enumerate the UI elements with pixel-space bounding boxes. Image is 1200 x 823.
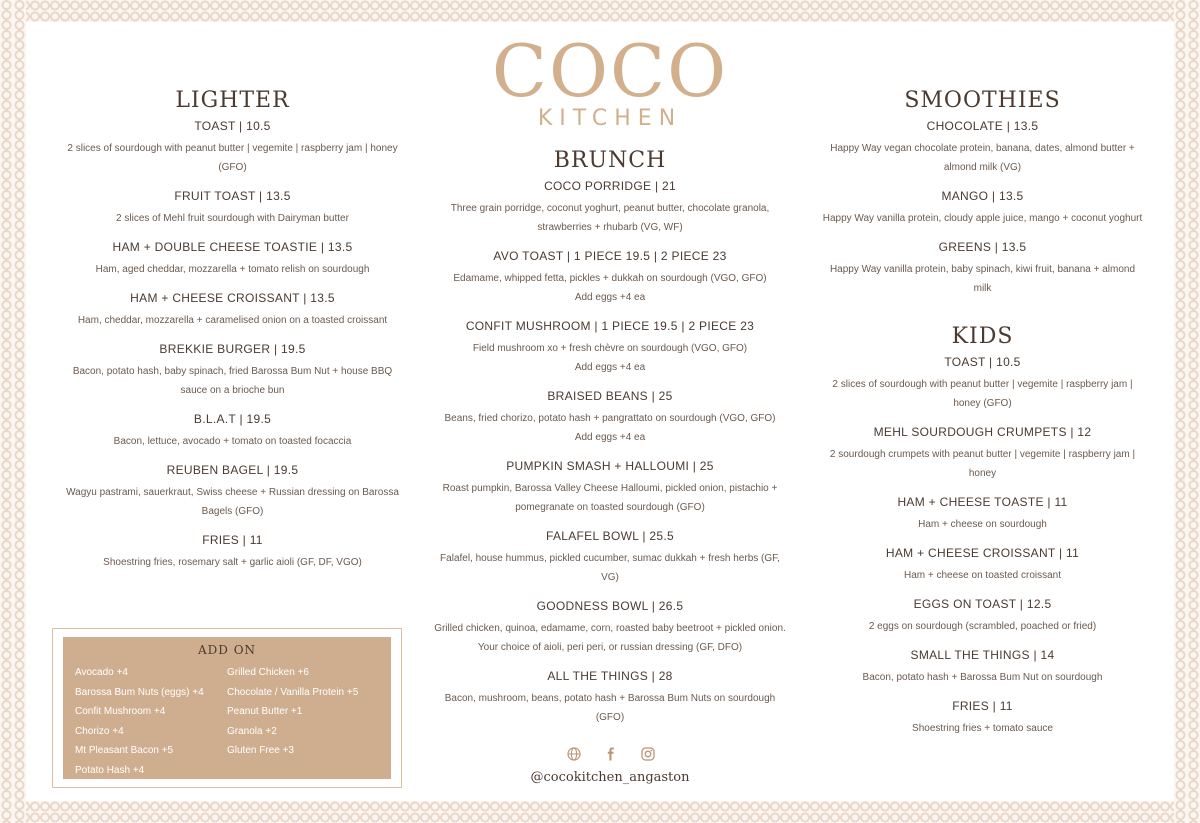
smoothies-section xyxy=(820,88,1145,750)
menu-item-description: Edamame, whipped fetta, pickles + dukkah on sourdough (VGO, GFO) xyxy=(453,273,767,284)
menu-item xyxy=(820,495,1145,534)
menu-item xyxy=(430,599,790,657)
menu-item-description: 2 slices of Mehl fruit sourdough with Dairyman butter xyxy=(116,213,349,224)
instagram-icon[interactable] xyxy=(640,747,656,763)
menu-item xyxy=(820,355,1145,413)
facebook-icon[interactable] xyxy=(603,747,619,763)
decorative-border-bottom xyxy=(0,801,1200,823)
menu-item-description: Roast pumpkin, Barossa Valley Cheese Halloumi, pickled onion, pistachio + pomegranate on toasted sourdough (GFO) xyxy=(442,483,778,513)
menu-item-name: FRUIT TOAST | 13.5 xyxy=(174,189,291,203)
menu-item-name: AVO TOAST | 1 PIECE 19.5 | 2 PIECE 23 xyxy=(493,249,727,263)
social-icons xyxy=(566,747,656,763)
menu-item xyxy=(430,389,790,447)
menu-item xyxy=(820,189,1145,228)
menu-item-name: FALAFEL BOWL | 25.5 xyxy=(546,529,674,543)
menu-item-name: COCO PORRIDGE | 21 xyxy=(544,179,676,193)
menu-item-description: 2 eggs on sourdough (scrambled, poached or fried) xyxy=(868,621,1097,632)
menu-item xyxy=(430,179,790,237)
menu-item-name: CHOCOLATE | 13.5 xyxy=(926,119,1039,133)
menu-item xyxy=(430,459,790,517)
menu-item xyxy=(820,597,1145,636)
menu-item xyxy=(430,319,790,377)
menu-item-description: 2 slices of sourdough with peanut butter | vegemite | raspberry jam | honey (GFO) xyxy=(832,379,1133,409)
menu-item xyxy=(430,669,790,727)
menu-item-description: Field mushroom xo + fresh chèvre on sourdough (VGO, GFO) xyxy=(472,343,748,354)
menu-item xyxy=(820,648,1145,687)
menu-item-description: Happy Way vanilla protein, baby spinach, kiwi fruit, banana + almond milk xyxy=(829,264,1136,294)
addon-entry: Gluten Free +3 xyxy=(227,745,294,756)
menu-item-extra: Add eggs +4 ea xyxy=(574,292,646,303)
menu-item-name: EGGS ON TOAST | 12.5 xyxy=(913,597,1052,611)
addon-entry: Potato Hash +4 xyxy=(75,764,145,776)
brunch-section xyxy=(430,148,790,739)
menu-item-name: BREKKIE BURGER | 19.5 xyxy=(159,342,306,356)
menu-item-name: HAM + CHEESE CROISSANT | 13.5 xyxy=(130,291,335,305)
menu-item-description: Shoestring fries + tomato sauce xyxy=(912,723,1053,734)
menu-item-name: REUBEN BAGEL | 19.5 xyxy=(166,463,299,477)
menu-item-name: MEHL SOURDOUGH CRUMPETS | 12 xyxy=(873,425,1092,439)
menu-item-name: SMALL THE THINGS | 14 xyxy=(910,648,1055,662)
menu-item xyxy=(820,699,1145,738)
addon-entry: Peanut Butter +1 xyxy=(227,706,303,717)
addon-entry: Confit Mushroom +4 xyxy=(75,706,166,717)
menu-item xyxy=(60,240,405,279)
menu-item xyxy=(60,119,405,177)
menu-item-description: Three grain porridge, coconut yoghurt, peanut butter, chocolate granola, strawberries + rhubarb (VG, WF) xyxy=(450,203,770,233)
menu-item-description: Shoestring fries, rosemary salt + garlic aioli (GF, DF, VGO) xyxy=(103,557,362,568)
section-title-brunch: BRUNCH xyxy=(553,148,667,173)
addon-entry: Chocolate / Vanilla Protein +5 xyxy=(227,686,359,698)
globe-icon[interactable] xyxy=(566,747,582,763)
menu-item-description: Ham, aged cheddar, mozzarella + tomato relish on sourdough xyxy=(95,264,370,275)
lighter-section xyxy=(60,88,405,584)
menu-item-name: BRAISED BEANS | 25 xyxy=(547,389,673,403)
menu-item xyxy=(60,291,405,330)
menu-item-name: TOAST | 10.5 xyxy=(944,355,1021,369)
menu-item xyxy=(820,546,1145,585)
menu-item-name: TOAST | 10.5 xyxy=(194,119,271,133)
menu-item-description: Bacon, potato hash, baby spinach, fried Barossa Bum Nut + house BBQ sauce on a brioche bun xyxy=(72,366,393,396)
menu-item-name: ALL THE THINGS | 28 xyxy=(547,669,673,683)
menu-item-name: B.L.A.T | 19.5 xyxy=(193,412,272,426)
menu-item-description: Bacon, mushroom, beans, potato hash + Barossa Bum Nuts on sourdough (GFO) xyxy=(444,693,776,723)
menu-item-description: Happy Way vegan chocolate protein, banana, dates, almond butter + almond milk (VG) xyxy=(830,143,1135,173)
menu-item-name: CONFIT MUSHROOM | 1 PIECE 19.5 | 2 PIECE 23 xyxy=(465,319,755,333)
addon-entry: Granola +2 xyxy=(227,725,277,737)
decorative-border-top xyxy=(0,0,1200,22)
menu-item-description: Bacon, potato hash + Barossa Bum Nut on sourdough xyxy=(862,672,1103,683)
menu-item xyxy=(820,240,1145,298)
menu-item-name: FRIES | 11 xyxy=(202,533,263,547)
menu-item-description: Bacon, lettuce, avocado + tomato on toasted focaccia xyxy=(113,436,352,447)
menu-item xyxy=(430,249,790,307)
section-title-kids: KIDS xyxy=(951,324,1014,349)
menu-item-extra: Add eggs +4 ea xyxy=(574,362,646,373)
menu-item xyxy=(60,189,405,228)
addon-entry: Grilled Chicken +6 xyxy=(227,667,309,678)
menu-item-description: 2 slices of sourdough with peanut butter | vegemite | raspberry jam | honey (GFO) xyxy=(67,143,398,173)
menu-item-name: HAM + CHEESE TOASTE | 11 xyxy=(897,495,1068,509)
addon-entry: Mt Pleasant Bacon +5 xyxy=(75,745,174,756)
addon-panel xyxy=(63,637,391,779)
logo-coco: COCO xyxy=(491,29,729,113)
menu-item xyxy=(820,119,1145,177)
menu-item-description: Beans, fried chorizo, potato hash + pangrattato on sourdough (VGO, GFO) xyxy=(444,413,776,424)
menu-item-description: Ham + cheese on toasted croissant xyxy=(903,570,1062,581)
menu-item-description: Happy Way vanilla protein, cloudy apple juice, mango + coconut yoghurt xyxy=(822,213,1143,224)
decorative-border-right xyxy=(1174,0,1200,823)
menu-item-description: Ham + cheese on sourdough xyxy=(918,519,1047,530)
menu-item-description: Wagyu pastrami, sauerkraut, Swiss cheese + Russian dressing on Barossa Bagels (GFO) xyxy=(66,487,399,517)
decorative-border-left xyxy=(0,0,26,823)
addon-box xyxy=(52,628,402,788)
section-title-smoothies: SMOOTHIES xyxy=(904,88,1061,113)
addon-col-right xyxy=(227,663,379,780)
addon-col-left xyxy=(75,663,227,780)
menu-item-name: FRIES | 11 xyxy=(952,699,1013,713)
logo xyxy=(490,29,730,131)
menu-item xyxy=(60,342,405,400)
addon-entry: Avocado +4 xyxy=(75,667,128,678)
menu-item-description: Falafel, house hummus, pickled cucumber, sumac dukkah + fresh herbs (GF, VG) xyxy=(440,553,780,583)
menu-item-name: MANGO | 13.5 xyxy=(941,189,1024,203)
menu-item xyxy=(60,463,405,521)
menu-item xyxy=(820,425,1145,483)
menu-item-name: GOODNESS BOWL | 26.5 xyxy=(536,599,684,613)
menu-item-description: 2 sourdough crumpets with peanut butter | vegemite | raspberry jam | honey xyxy=(829,449,1136,479)
menu-item-name: HAM + DOUBLE CHEESE TOASTIE | 13.5 xyxy=(112,240,353,254)
menu-item-description: Grilled chicken, quinoa, edamame, corn, roasted baby beetroot + pickled onion. Your choice of aioli, peri peri, or russian dressing (GF, DFO) xyxy=(434,623,786,653)
menu-item-extra: Add eggs +4 ea xyxy=(574,432,646,443)
menu-item-name: HAM + CHEESE CROISSANT | 11 xyxy=(885,546,1080,560)
logo-kitchen: KITCHEN xyxy=(537,106,683,131)
section-title-lighter: LIGHTER xyxy=(175,88,290,113)
menu-item xyxy=(60,412,405,451)
addon-title: ADD ON xyxy=(197,643,257,657)
menu-item-name: PUMPKIN SMASH + HALLOUMI | 25 xyxy=(506,459,714,473)
menu-item-description: Ham, cheddar, mozzarella + caramelised onion on a toasted croissant xyxy=(77,315,388,326)
addon-entry: Barossa Bum Nuts (eggs) +4 xyxy=(75,686,204,698)
social-handle[interactable]: @cocokitchen_angaston xyxy=(530,770,690,785)
menu-item xyxy=(430,529,790,587)
menu-item xyxy=(60,533,405,572)
menu-item-name: GREENS | 13.5 xyxy=(938,240,1027,254)
addon-entry: Chorizo +4 xyxy=(75,725,124,737)
